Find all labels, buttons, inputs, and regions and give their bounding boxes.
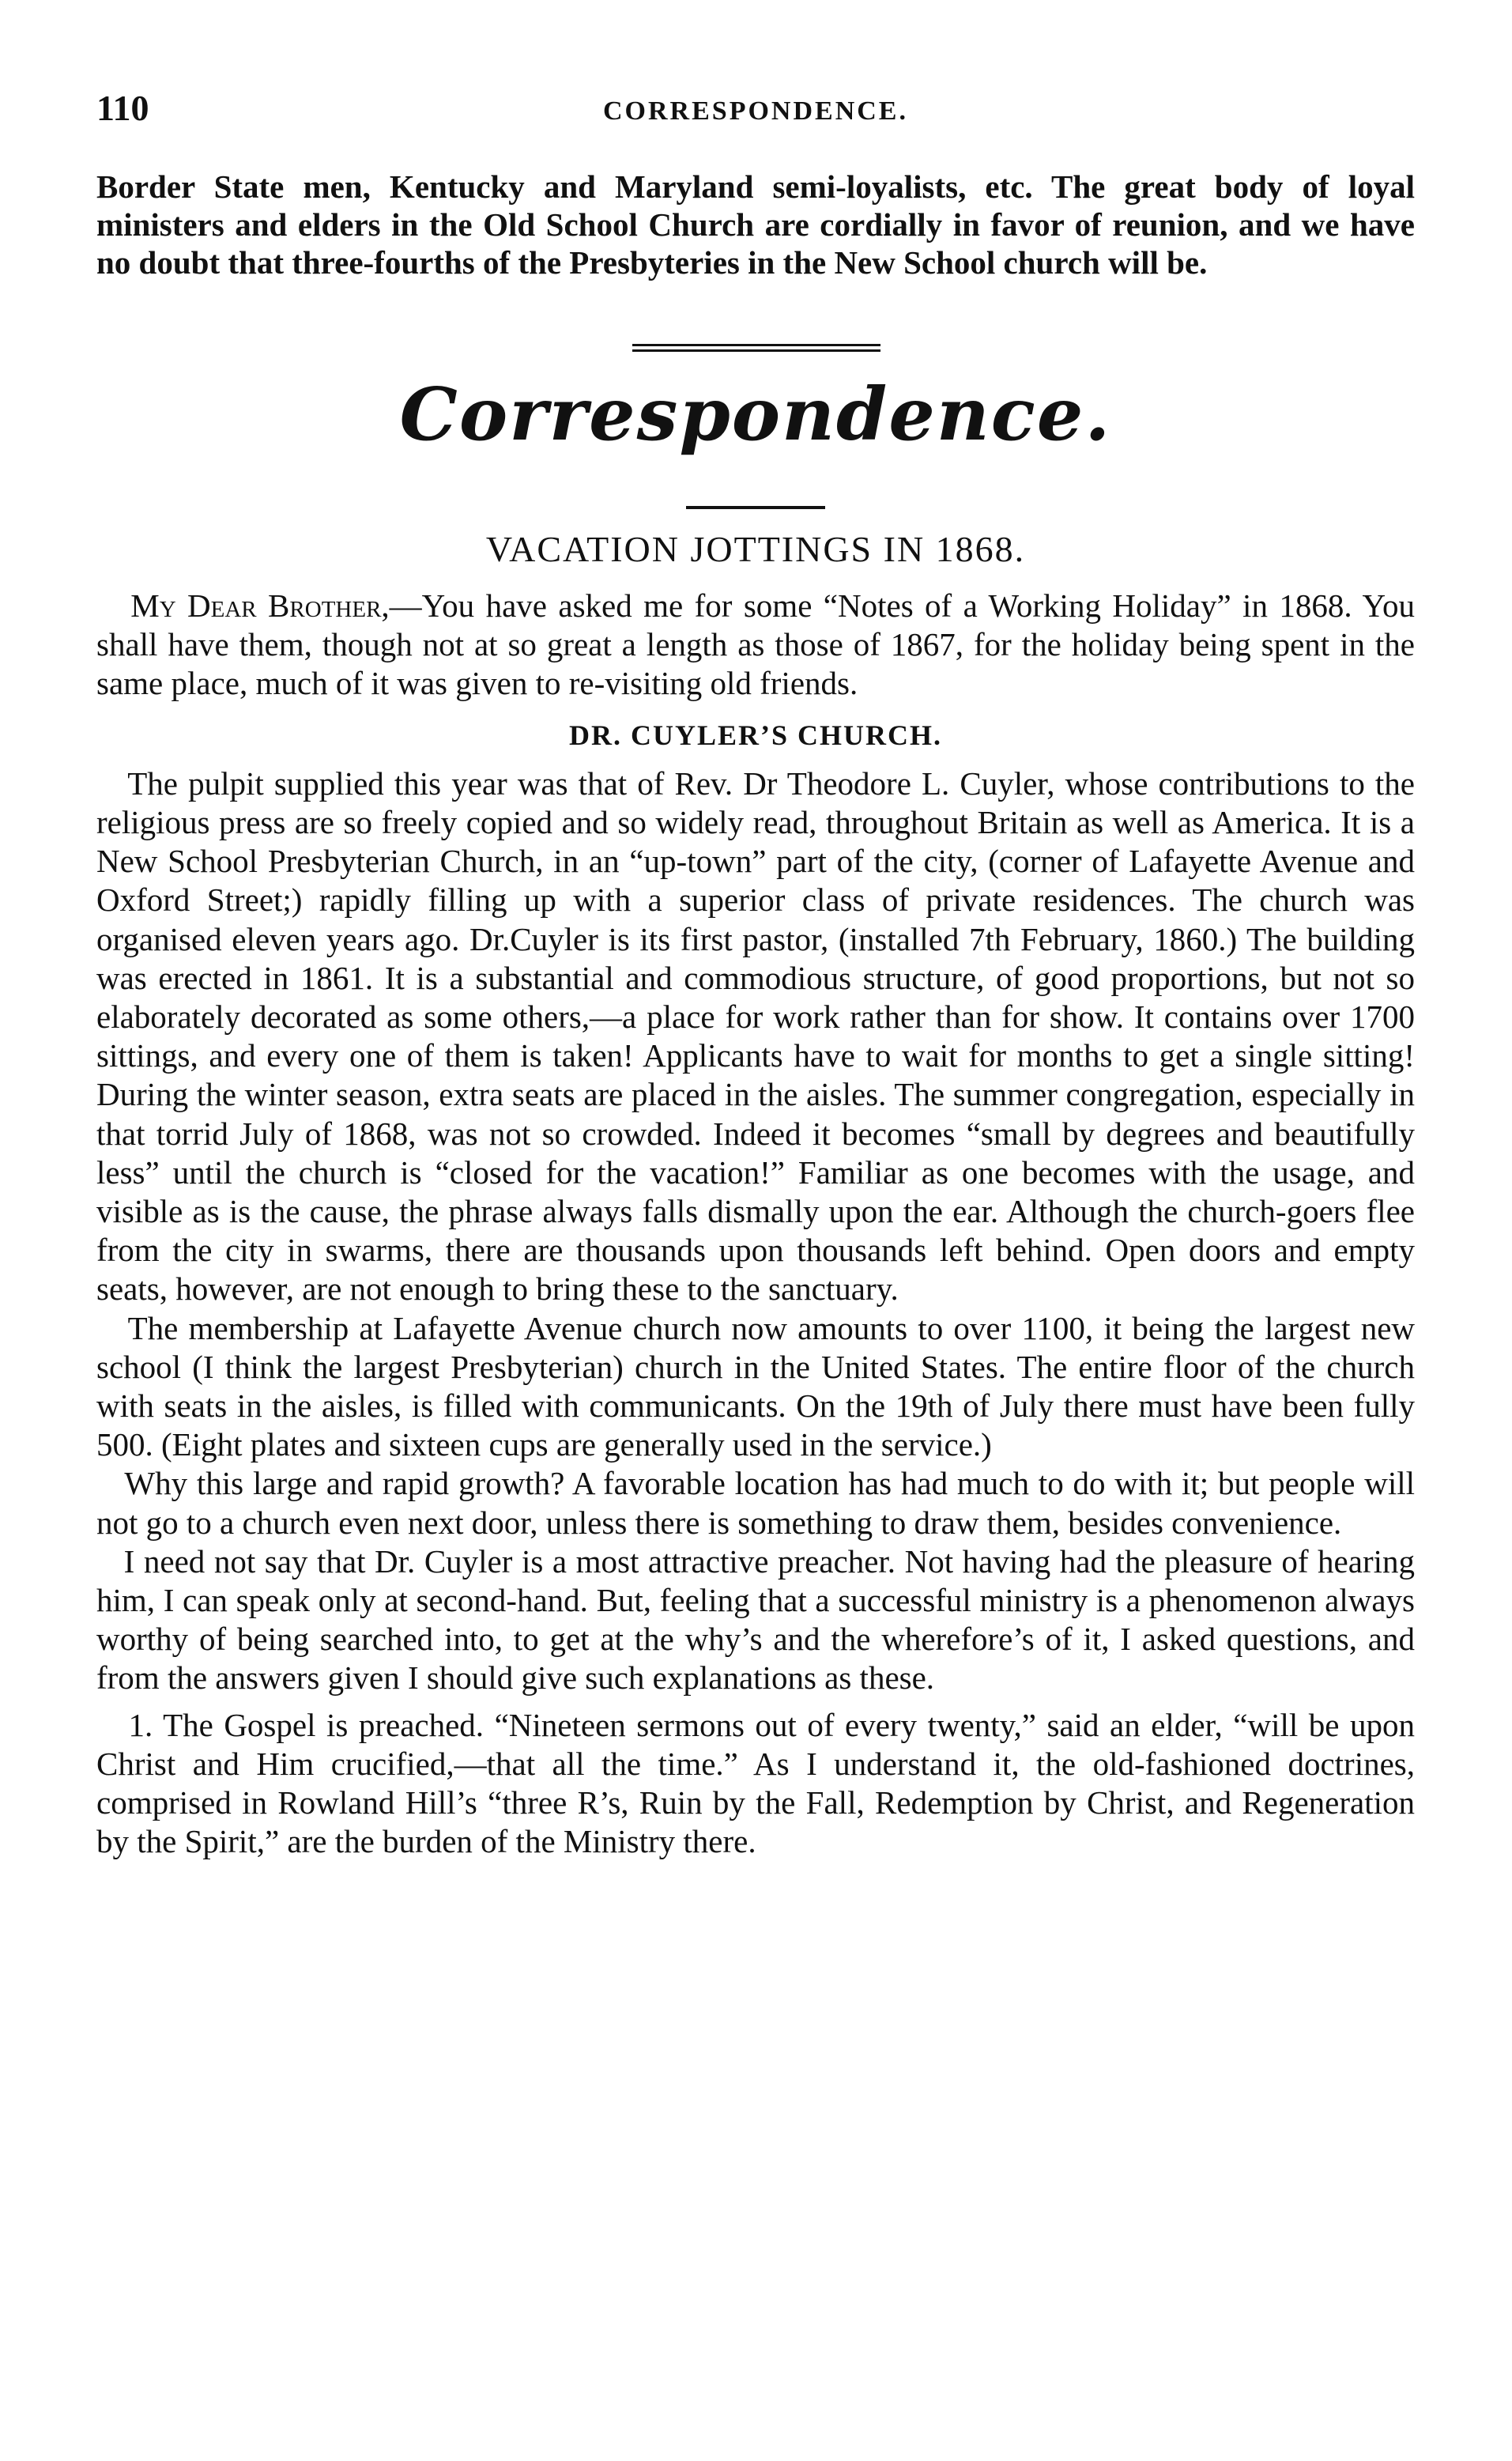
paragraph [96,1464,1415,1542]
article-title: VACATION JOTTINGS IN 1868. [485,529,1026,569]
section-title: Correspondence. [399,372,1112,457]
paragraph-text: The pulpit supplied this year was that of Rev. Dr Theodore L. Cuyler, whose contributions to the religious press are so freely copied and so widely read, throughout Britain as well as America. It is a New School Presbyterian Church, in an “up-town” part of the city, (corner of Lafayette Avenue and Oxford Street;) rapidly filling up with a superior class of private residences. The church was organised eleven years ago. Dr.Cuyler is its first pastor, (installed 7th February, 1860.) The building was erected in 1861. It is a substantial and commodious structure, of good proportions, but not so elaborately decorated as some others,—a place for work rather than for show. It contains over 1700 sittings, and every one of them is taken! Applicants have to wait for months to get a single sitting! During the winter season, extra seats are placed in the aisles. The summer congregation, especially in that torrid July of 1868, was not so crowded. Indeed it becomes “small by degrees and beautifully less” until the church is “closed for the vacation!” Familiar as one becomes with the usage, and visible as is the cause, the phrase always falls dismally upon the ear. Although the church-goers flee from the city in swarms, there are thousands upon thousands left behind. Open doors and empty seats, however, are not enough to bring these to the sanctuary. [96,764,1416,1308]
opening-paragraph [96,587,1415,704]
page-number: 110 [96,88,149,128]
opening-text: —You have asked me for some “Notes of a Working Holiday” in 1868. You shall have them, though not at so great a length as those of 1867, for the holiday being spent in the same place, much of it was given to re-visiting old friends. [96,587,1415,702]
paragraph-text: The membership at Lafayette Avenue church now amounts to over 1100, it being the largest new school (I think the largest Presbyterian) church in the United States. The entire floor of the church with seats in the aisles, is filled with communicants. On the 19th of July there must have been fully 500. (Eight plates and sixteen cups are generally used in the service.) [96,1309,1415,1463]
double-rule-divider [632,344,880,352]
paragraph-text: Why this large and rapid growth? A favorable location has had much to do with it; but people will not go to a church even next door, unless there is something to draw them, besides convenience. [96,1465,1416,1541]
salutation: My Dear Brother, [130,587,390,624]
paragraph [96,1309,1415,1465]
paragraph [96,1706,1415,1862]
page-header [96,87,1415,134]
paragraph-text: I need not say that Dr. Cuyler is a most attractive preacher. Not having had the pleasure of hearing him, I can speak only at second-hand. But, feeling that a successful ministry is a phenomenon always worthy of being searched into, to get at the why’s and the wherefore’s of it, I asked questions, and from the answers given I should give such explanations as these. [96,1542,1416,1697]
article-body [96,587,1415,1862]
running-head: CORRESPONDENCE. [603,96,908,126]
intro-paragraph: Border State men, Kentucky and Maryland semi-loyalists, etc. The great body of loyal ministers and elders in the Old School Church are cordially in favor of reunion, and we have no doubt that three-fourths of the Presbyteries in the New School church will be. [96,168,1415,281]
paragraph [96,764,1415,1309]
paragraph [96,1542,1415,1698]
single-rule-divider [686,506,825,509]
paragraph-text: 1. The Gospel is preached. “Nineteen sermons out of every twenty,” said an elder, “will be upon Christ and Him crucified,—that all the time.” As I understand it, the old-fashioned doctrines, comprised in Rowland Hill’s “three R’s, Ruin by the Fall, Redemption by Christ, and Regeneration by the Spirit,” are the burden of the Ministry there. [96,1706,1416,1860]
sub-heading: DR. CUYLER’S CHURCH. [568,719,943,751]
